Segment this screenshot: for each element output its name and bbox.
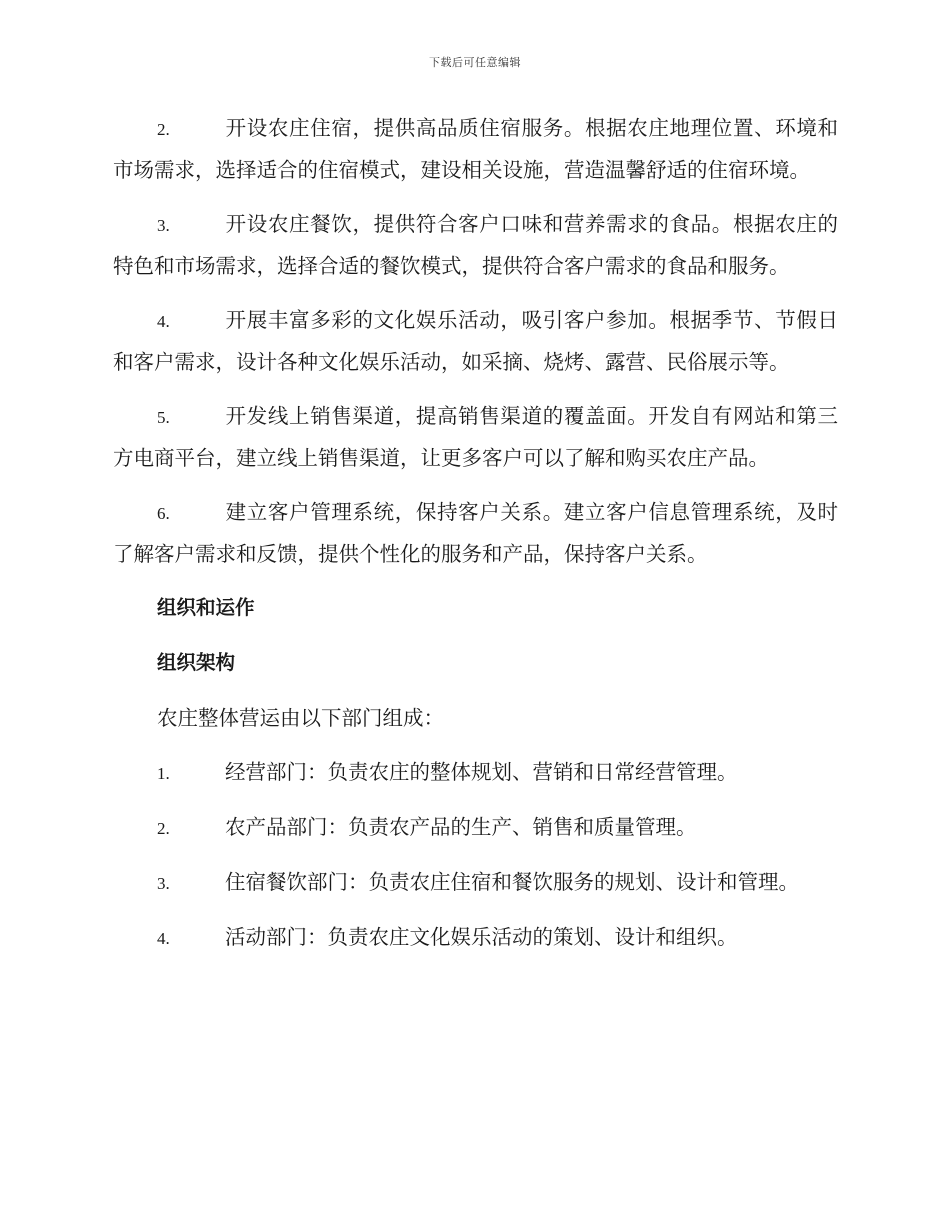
list-item-text: 经营部门：负责农庄的整体规划、营销和日常经营管理。 [225, 760, 738, 784]
list-item-number: 4. [157, 929, 170, 948]
page-header: 下载后可任意编辑 [429, 56, 521, 69]
list-item-text: 住宿餐饮部门：负责农庄住宿和餐饮服务的规划、设计和管理。 [225, 870, 799, 894]
list-item [113, 300, 838, 383]
department-item [157, 862, 838, 904]
department-item [157, 917, 838, 959]
list-item-number: 3. [157, 216, 170, 235]
list-item-text: 活动部门：负责农庄文化娱乐活动的策划、设计和组织。 [225, 925, 738, 949]
list-item-number: 2. [157, 819, 170, 838]
department-item [157, 807, 838, 849]
list-item-number: 6. [157, 504, 170, 523]
section-heading: 组织和运作 [157, 596, 255, 619]
list-item [113, 108, 838, 191]
list-item-text: 开设农庄餐饮，提供符合客户口味和营养需求的食品。根据农庄的特色和市场需求，选择合适的餐饮模式，提供符合客户需求的食品和服务。 [113, 212, 838, 278]
intro-paragraph: 农庄整体营运由以下部门组成： [157, 706, 444, 730]
list-item-text: 建立客户管理系统，保持客户关系。建立客户信息管理系统，及时了解客户需求和反馈，提供个性化的服务和产品，保持客户关系。 [113, 500, 838, 566]
list-item-number: 1. [157, 764, 170, 783]
list-item-number: 4. [157, 312, 170, 331]
list-item [113, 204, 838, 287]
list-item [113, 396, 838, 479]
list-item [113, 492, 838, 575]
list-item-number: 3. [157, 874, 170, 893]
department-item [157, 752, 838, 794]
list-item-text: 农产品部门：负责农产品的生产、销售和质量管理。 [225, 815, 697, 839]
list-item-text: 开展丰富多彩的文化娱乐活动，吸引客户参加。根据季节、节假日和客户需求，设计各种文化娱乐活动，如采摘、烧烤、露营、民俗展示等。 [113, 308, 838, 374]
subsection-heading: 组织架构 [157, 651, 236, 674]
list-item-text: 开发线上销售渠道，提高销售渠道的覆盖面。开发自有网站和第三方电商平台，建立线上销售渠道，让更多客户可以了解和购买农庄产品。 [113, 404, 838, 470]
list-item-text: 开设农庄住宿，提供高品质住宿服务。根据农庄地理位置、环境和市场需求，选择适合的住宿模式，建设相关设施，营造温馨舒适的住宿环境。 [113, 116, 838, 182]
document-body [113, 108, 838, 972]
list-item-number: 5. [157, 408, 170, 427]
list-item-number: 2. [157, 120, 170, 139]
